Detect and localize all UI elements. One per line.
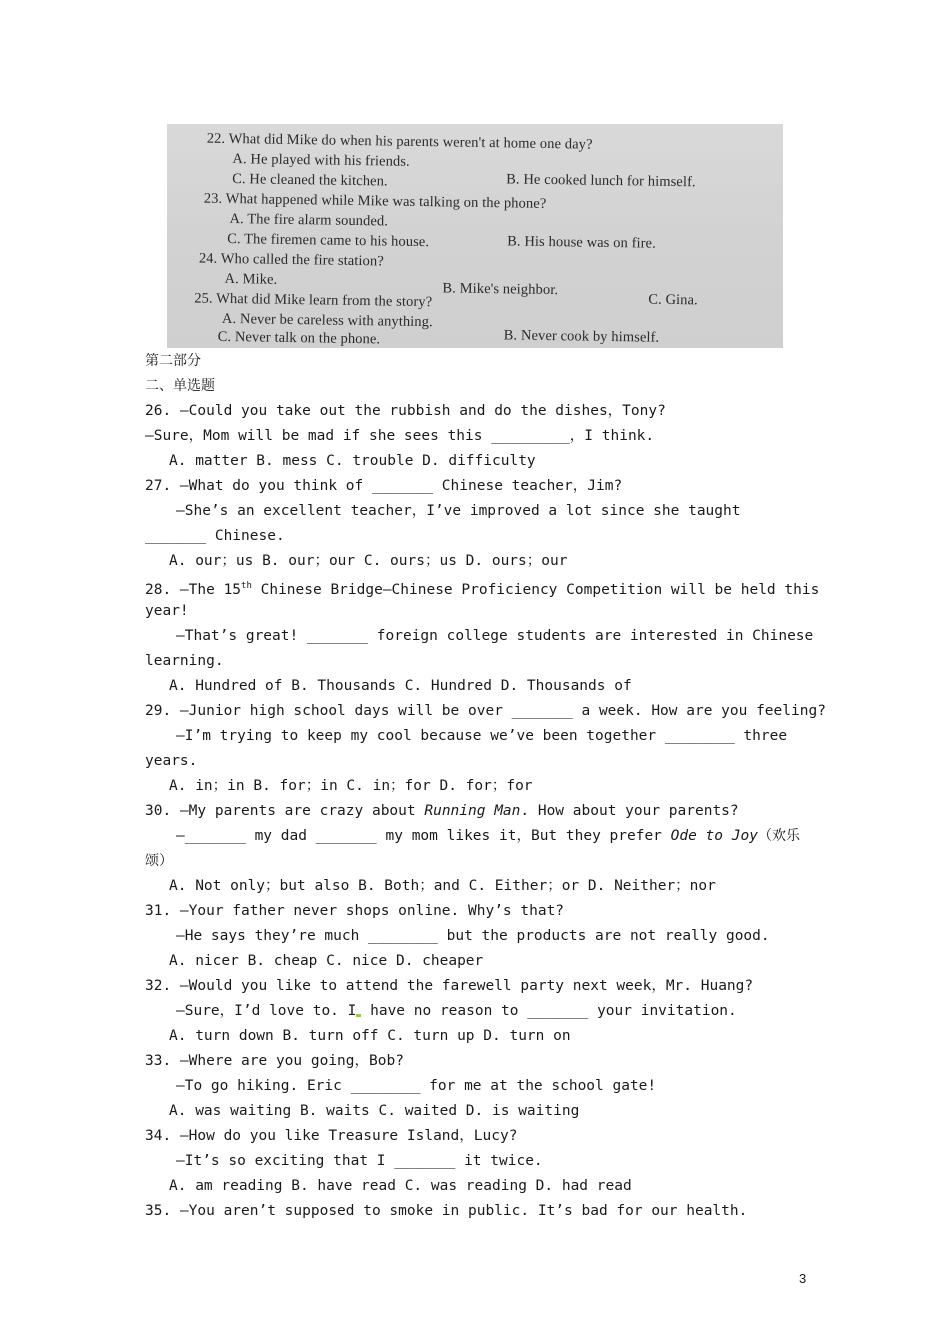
q27-options: A. our；us B. our；our C. ours；us D. ours；our [169, 553, 568, 569]
q32-options: A. turn down B. turn off C. turn up D. turn on [169, 1028, 571, 1044]
q28-line-1-start: 28. —The 15 [145, 581, 242, 598]
scan-q23-c: C. The firemen came to his house. [227, 230, 430, 251]
scan-q23-a: A. The fire alarm sounded. [229, 210, 389, 230]
scan-content [167, 124, 783, 348]
q28-superscript: th [241, 581, 252, 591]
q26-line-2: —Sure，Mom will be mad if she sees this _________，I think. [145, 428, 655, 444]
scan-q22-a: A. He played with his friends. [232, 151, 410, 170]
q33-line-2: —To go hiking. Eric ________ for me at the school gate! [176, 1078, 657, 1094]
q28-line-1-end: Chinese Bridge—Chinese Proficiency Competition will be held this [251, 581, 820, 598]
q31-line-2: —He says they’re much ________ but the products are not really good. [176, 928, 770, 944]
scan-q25-a: A. Never be careless with anything. [221, 310, 433, 331]
scan-q24-b: B. Mike's neighbor. [442, 280, 559, 299]
q30-line-1-end: . How about your parents? [520, 803, 739, 819]
q34-line-2: —It’s so exciting that I _______ it twice. [176, 1153, 543, 1169]
q28-options: A. Hundred of B. Thousands C. Hundred D. Thousands of [169, 678, 632, 694]
q32-line-2 [176, 1001, 737, 1021]
q35-line-1: 35. —You aren’t supposed to smoke in public. It’s bad for our health. [145, 1203, 748, 1219]
q28-line-2: year! [145, 603, 189, 619]
q27-line-1: 27. —What do you think of _______ Chinese teacher，Jim? [145, 478, 623, 494]
q30-line-3: 颂） [145, 853, 173, 869]
q30-line-1-start: 30. —My parents are crazy about [145, 803, 425, 819]
q28-line-4: learning. [145, 653, 224, 669]
section-heading: 二、单选题 [145, 378, 215, 394]
q32-line-1: 32. —Would you like to attend the farewell party next week，Mr. Huang? [145, 978, 754, 994]
scan-q24-a: A. Mike. [224, 270, 278, 288]
q29-line-2: —I’m trying to keep my cool because we’ve been together ________ three [176, 728, 788, 744]
scan-q24: 24. Who called the fire station? [198, 250, 384, 270]
q29-line-1: 29. —Junior high school days will be over _______ a week. How are you feeling? [145, 703, 826, 719]
q30-options: A. Not only；but also B. Both；and C. Either；or D. Neither；nor [169, 878, 716, 894]
scan-q22: 22. What did Mike do when his parents weren't at home one day? [206, 130, 593, 153]
q30-show-title-ode-to-joy: Ode to Joy [670, 828, 758, 844]
q33-line-1: 33. —Where are you going，Bob? [145, 1053, 404, 1069]
q34-line-1: 34. —How do you like Treasure Island，Lucy? [145, 1128, 518, 1144]
q32-line-2-end: have no reason to _______ your invitation. [361, 1003, 737, 1019]
q30-line-2 [176, 826, 800, 846]
q27-line-2: —She’s an excellent teacher，I’ve improved a lot since she taught [176, 503, 741, 519]
q27-line-3: _______ Chinese. [145, 528, 285, 544]
q30-line-1 [145, 801, 739, 821]
scan-q25-c: C. Never talk on the phone. [217, 328, 381, 348]
scan-q22-b: B. He cooked lunch for himself. [506, 171, 696, 191]
scanned-listening-questions [167, 124, 783, 348]
q31-options: A. nicer B. cheap C. nice D. cheaper [169, 953, 484, 969]
q30-line-2-start: —_______ my dad _______ my mom likes it，But they prefer [176, 828, 671, 844]
q26-options: A. matter B. mess C. trouble D. difficulty [169, 453, 536, 469]
q31-line-1: 31. —Your father never shops online. Why’s that? [145, 903, 565, 919]
q30-show-title-running-man: Running Man [424, 803, 521, 819]
scan-q23: 23. What happened while Mike was talking on the phone? [203, 190, 547, 212]
scan-q24-c: C. Gina. [648, 291, 698, 309]
q33-options: A. was waiting B. waits C. waited D. is waiting [169, 1103, 580, 1119]
section-part-title: 第二部分 [145, 353, 201, 369]
q28-line-3: —That’s great! _______ foreign college students are interested in Chinese [176, 628, 814, 644]
q30-line-2-end: （欢乐 [757, 828, 800, 844]
q32-line-2-start: —Sure，I’d love to. I [176, 1003, 357, 1019]
q26-line-1: 26. —Could you take out the rubbish and do the dishes，Tony? [145, 403, 666, 419]
q34-options: A. am reading B. have read C. was reading D. had read [169, 1178, 632, 1194]
q28-line-1 [145, 576, 819, 600]
page-number: 3 [799, 1271, 807, 1286]
q29-options: A. in；in B. for；in C. in；for D. for；for [169, 778, 533, 794]
scan-q23-b: B. His house was on fire. [507, 233, 657, 252]
scan-q22-c: C. He cleaned the kitchen. [232, 171, 388, 190]
q29-line-3: years. [145, 753, 198, 769]
scan-q25-b: B. Never cook by himself. [503, 327, 660, 346]
scan-q25: 25. What did Mike learn from the story? [194, 290, 433, 311]
